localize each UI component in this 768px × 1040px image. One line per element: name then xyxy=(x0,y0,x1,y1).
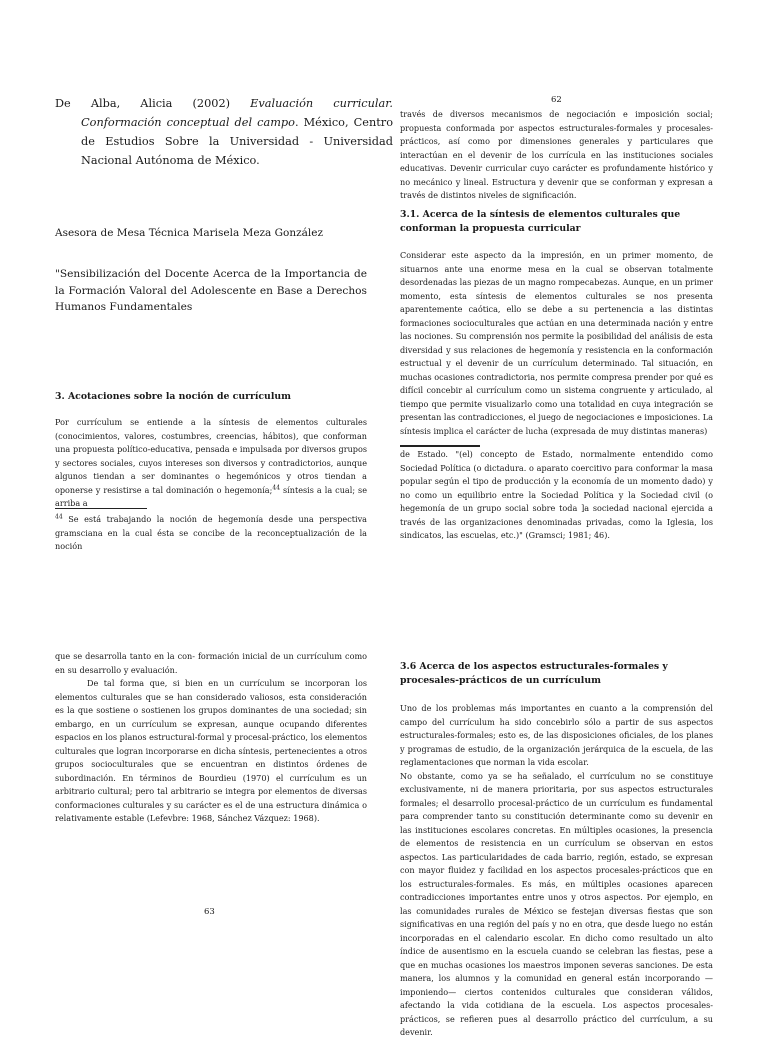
lower-right-text xyxy=(400,702,713,1040)
footnote-number: 44 xyxy=(55,513,63,521)
paragraph-text: Por currículum se entiende a la síntesis de elementos culturales (conocimientos, valores, costumbres, creencias, hábitos), que conforman una propuesta político-educativa, pensada e impulsada por diversos grupos y sectores sociales, cuyos intereses son diversos y contradictorios, aunque algunos tiendan a ser dominantes o hegemónicos y otros tiendan a oponerse y resistirse a tal dominación o hegemonía; xyxy=(55,417,367,495)
paragraph-curriculum-definition xyxy=(55,416,367,511)
reference-publisher: . México, Centro de Estudios Sobre la Universidad - Universidad Nacional Autónoma de México. xyxy=(81,116,393,167)
footnote-marker: 44 xyxy=(272,483,281,491)
advisor-line: Asesora de Mesa Técnica Marisela Meza González xyxy=(55,227,324,239)
footnote-continuation: de Estado. "(el) concepto de Estado, normalmente entendido como Sociedad Política (o dictadura. o aparato coercitivo para conformar la masa popular según el tipo de producción y la economía de un momento dado) y no como un equilibrio entre la Sociedad Política y la Sociedad civil (o hegemonía de un grupo social sobre toda ]a sociedad nacional ejercida a través de las organizaciones denominadas privadas, como la Iglesia, los sindicatos, las escuelas, etc.)" (Gramsci; 1981; 46). xyxy=(400,449,713,540)
paragraph-continuation: través de diversos mecanismos de negociación e imposición social; propuesta conformada por aspectos estructurales-formales y procesales-prácticos, así como por dimensiones generales y particulares que interactúan en el devenir de los currícula en las instituciones sociales educativas. Devenir curricular cuyo carácter es profundamente histórico y no mecánico y lineal. Estructura y devenir que se conforman y expresan a través de distintos niveles de significación. xyxy=(400,109,713,200)
footnote-44 xyxy=(55,513,367,554)
page-number-62: 62 xyxy=(551,95,562,105)
footnote-text: Se está trabajando la noción de hegemonía desde una perspectiva gramsciana en la cual ésta se concibe de la reconceptualización de la noción xyxy=(55,514,367,551)
paragraph-dominant-groups: De tal forma que, si bien en un currículum se incorporan los elementos culturales que se han considerado valiosos, esta consideración es la que sostiene o sostienen los grupos dominantes de una sociedad; sin embargo, en un currículum se expresan, aunque ocupando diferentes espacios en los planos estructural-formal y procesal-práctico, los elementos culturales que logran incorporarse en dicha síntesis, pertenecientes a otros grupos socioculturales que se encuentran en distintos órdenes de subordinación. En términos de Bourdieu (1970) el currículum es un arbitrario cultural; pero tal arbitrario se integra por elementos de diversas conformaciones culturales y su carácter es el de una estructura dinámica o relativamente estable (Lefevbre: 1968, Sánchez Vázquez: 1968). xyxy=(55,678,367,823)
paragraph-development: que se desarrolla tanto en la con- formación inicial de un currículum como en su desarrollo y evaluación. xyxy=(55,651,367,675)
bibliographic-reference xyxy=(55,94,393,170)
section-heading-3: 3. Acotaciones sobre la noción de currículum xyxy=(55,391,291,402)
paragraph-text-end: síntesis a la cual; se arriba a xyxy=(55,484,368,508)
paragraph-structural-formal: Uno de los problemas más importantes en cuanto a la comprensión del campo del currículum ha sido concebirlo sólo a partir de sus aspectos estructurales-formales; esto es, de las disposiciones oficiales, de los planes y programas de estudio, de la organización jerárquica de la escuela, de las reglamentaciones que norman la vida escolar. xyxy=(400,703,713,767)
section-heading-3-6: 3.6 Acerca de los aspectos estructurales-formales y procesales-prácticos de un currículum xyxy=(400,661,668,686)
reference-title: Evaluación curricular. Conformación conceptual del campo xyxy=(81,97,394,129)
lower-left-text xyxy=(55,650,367,826)
paragraph-cultural-synthesis: Considerar este aspecto da la impresión, en un primer momento, de situarnos ante una enorme mesa en la cual se observan totalmente desordenadas las piezas de un magno rompecabezas. Aunque, en un primer momento, esta síntesis de elementos culturales se nos presenta aparentemente caótica, ello se debe a su pertenencia a las distintas formaciones socioculturales que actúan en una determinada nación y entre las nociones. Su comprensión nos permite la posibilidad del análisis de esta diversidad y sus relaciones de hegemonía y resistencia en la conformación estructual y el devenir de un currículum determinado. Tal situación, en muchas ocasiones contradictoria, nos permite compresa prender por qué es difícil concebir al currículum como un sistema congruente y articulado, al tiempo que permite visualizarlo como una totalidad en cuya integración se presentan las contradicciones, el juego de negociaciones e imposiciones. La síntesis implica el carácter de lucha (expresada de muy distintas maneras) xyxy=(400,250,713,436)
footnote-divider-right xyxy=(400,445,480,447)
reference-authors: De Alba, Alicia (2002) xyxy=(55,97,231,110)
page-number-63: 63 xyxy=(204,907,215,917)
section-heading-3-1: 3.1. Acerca de la síntesis de elementos culturales que conforman la propuesta curricular xyxy=(400,209,681,234)
document-title: "Sensibilización del Docente Acerca de la Importancia de la Formación Valoral del Adolescente en Base a Derechos Humanos Fundamentales xyxy=(55,268,367,313)
paragraph-procedural-practical: No obstante, como ya se ha señalado, el currículum no se constituye exclusivamente, ni de manera prioritaria, por sus aspectos estructurales formales; el desarrollo procesal-práctico de un currículum es fundamental para comprender tanto su constitución determinante como su devenir en las instituciones escolares concretas. En múltiples ocasiones, la presencia de elementos de resistencia en un currículum se observan en estos aspectos. Las particularidades de cada barrio, región, estado, se expresan con mayor fluidez y facilidad en los aspectos procesales-prácticos que en los estructurales-formales. Es más, en múltiples ocasiones aparecen contradicciones importantes entre unos y otros aspectos. Por ejemplo, en las comunidades rurales de México se festejan diversas fiestas que son significativas en una región del país y no en otra, que desde luego no están incorporadas en el calendario escolar. En dicho como resultado un alto índice de ausentismo en la escuela cuando se celebran las fiestas, pese a que en muchas ocasiones los maestros imponen severas sanciones. De esta manera, los alumnos y la comunidad en general están incorporando — imponiendo— ciertos contenidos culturales que consideran válidos, afectando la vida cotidiana de la escuela. Los aspectos procesales-prácticos, se refieren pues al desarrollo práctico del currículum, a su devenir. xyxy=(400,770,713,1037)
footnote-divider xyxy=(55,508,147,509)
